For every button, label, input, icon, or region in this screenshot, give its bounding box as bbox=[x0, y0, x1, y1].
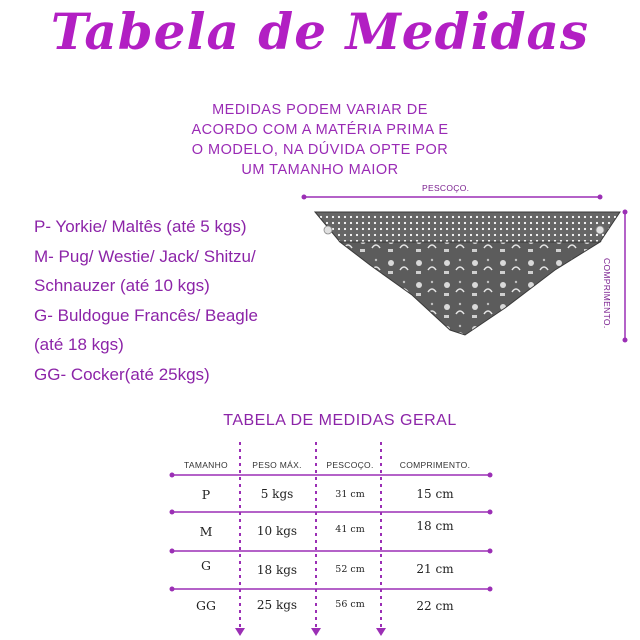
cell-neck: 56 cm bbox=[335, 599, 365, 610]
cell-size: M bbox=[199, 524, 213, 539]
header-weight: PESO MÁX. bbox=[252, 460, 302, 470]
neck-label: PESCOÇO. bbox=[422, 183, 470, 193]
cell-length: 15 cm bbox=[416, 487, 454, 501]
length-label: COMPRIMENTO. bbox=[602, 258, 612, 329]
notice-line: UM TAMANHO MAIOR bbox=[241, 162, 399, 178]
cell-size: G bbox=[201, 558, 211, 573]
header-length: COMPRIMENTO. bbox=[399, 460, 471, 470]
arrow-down-icon bbox=[311, 628, 321, 636]
page-title: Tabela de Medidas bbox=[50, 2, 590, 61]
cell-length: 21 cm bbox=[416, 562, 454, 576]
cell-length: 22 cm bbox=[416, 599, 454, 613]
cell-neck: 41 cm bbox=[335, 524, 365, 535]
size-guide-line: M- Pug/ Westie/ Jack/ Shitzu/ bbox=[34, 246, 256, 266]
size-guide-line: Schnauzer (até 10 kgs) bbox=[34, 276, 210, 295]
arrow-down-icon bbox=[376, 628, 386, 636]
notice-line: ACORDO COM A MATÉRIA PRIMA E bbox=[191, 122, 449, 138]
header-size: TAMANHO bbox=[184, 460, 228, 470]
size-guide-line: GG- Cocker(até 25kgs) bbox=[34, 364, 210, 384]
table-title: TABELA DE MEDIDAS GERAL bbox=[223, 412, 457, 429]
cell-weight: 25 kgs bbox=[256, 598, 298, 612]
cell-neck: 52 cm bbox=[335, 564, 365, 575]
cell-weight: 18 kgs bbox=[256, 563, 298, 577]
cell-size: P bbox=[201, 487, 211, 502]
cell-neck: 31 cm bbox=[335, 489, 365, 500]
cell-weight: 10 kgs bbox=[256, 524, 298, 538]
cell-size: GG bbox=[196, 598, 216, 613]
arrow-down-icon bbox=[235, 628, 245, 636]
size-guide-line: P- Yorkie/ Maltês (até 5 kgs) bbox=[34, 217, 247, 236]
size-guide-line: (até 18 kgs) bbox=[34, 335, 124, 354]
notice-line: O MODELO, NA DÚVIDA OPTE POR bbox=[191, 142, 449, 158]
notice-line: MEDIDAS PODEM VARIAR DE bbox=[212, 102, 428, 118]
cell-length: 18 cm bbox=[416, 519, 454, 533]
size-guide-line: G- Buldogue Francês/ Beagle bbox=[34, 305, 258, 325]
cell-weight: 5 kgs bbox=[260, 487, 294, 501]
header-neck: PESCOÇO. bbox=[326, 460, 374, 470]
